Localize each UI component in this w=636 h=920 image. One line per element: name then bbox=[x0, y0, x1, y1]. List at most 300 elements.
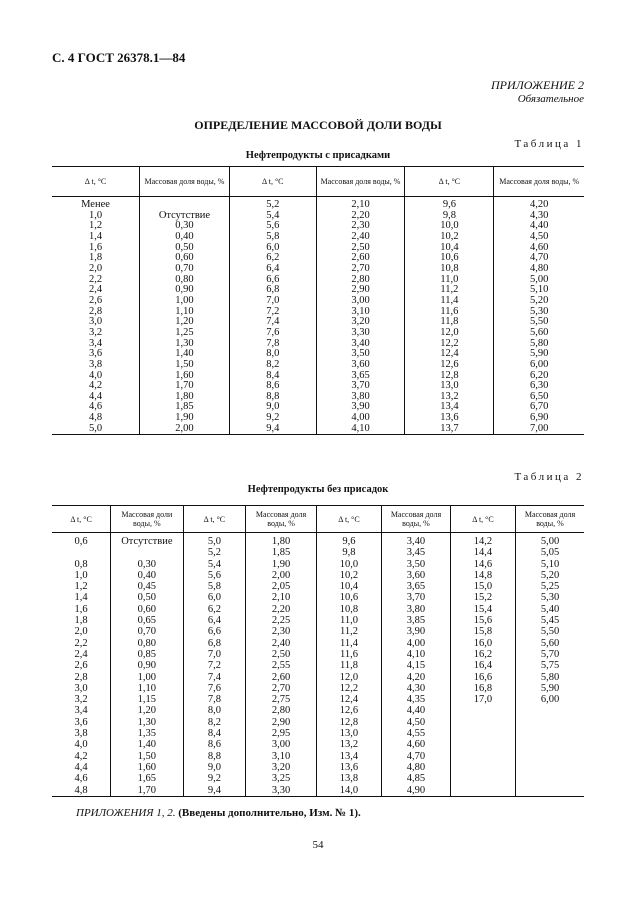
table2-cell bbox=[516, 785, 585, 797]
table1-cell: 3,90 bbox=[316, 402, 405, 413]
table2-cell: 5,2 bbox=[183, 547, 246, 558]
table2-cell: 2,6 bbox=[74, 660, 88, 672]
table-row bbox=[52, 559, 584, 570]
table1-cell: 3,80 bbox=[316, 392, 405, 403]
table1-cell: 3,30 bbox=[316, 328, 405, 339]
table2-cell bbox=[111, 547, 183, 558]
table2-cell: 0,40 bbox=[111, 570, 183, 581]
table1-cell: 1,4 bbox=[88, 230, 103, 242]
footnote-italic: ПРИЛОЖЕНИЯ 1, 2. bbox=[76, 807, 176, 819]
table1-cell: 3,00 bbox=[316, 296, 405, 307]
table1-cell: 10,2 bbox=[405, 232, 494, 243]
table1-cell: 5,90 bbox=[494, 349, 584, 360]
table2-cell: 4,80 bbox=[382, 762, 451, 773]
table1-cell: 0,30 bbox=[140, 221, 230, 232]
table2-cell: 2,90 bbox=[246, 717, 317, 728]
table1-cell: 5,80 bbox=[494, 339, 584, 350]
table-row bbox=[52, 785, 584, 797]
table2-cell: 2,40 bbox=[246, 638, 317, 649]
table-row bbox=[52, 296, 584, 307]
table1-cell: 9,4 bbox=[229, 424, 316, 435]
table2-body bbox=[52, 533, 584, 797]
table2-cell: 9,0 bbox=[183, 762, 246, 773]
table1-cell: 13,0 bbox=[405, 381, 494, 392]
table1-cell: 5,10 bbox=[494, 285, 584, 296]
table2-cell bbox=[450, 717, 515, 728]
table2-cell bbox=[450, 728, 515, 739]
table2-cell: 2,95 bbox=[246, 728, 317, 739]
table-row bbox=[52, 581, 584, 592]
table2-cell bbox=[450, 751, 515, 762]
table2-cell: 14,4 bbox=[450, 547, 515, 558]
table2-subtitle: Нефтепродукты без присадок bbox=[247, 484, 389, 495]
table2-cell: 2,30 bbox=[246, 626, 317, 637]
table1-cell: 3,50 bbox=[316, 349, 405, 360]
table2-cell: 1,6 bbox=[74, 603, 88, 615]
table2-cell: 5,40 bbox=[516, 604, 585, 615]
table-row bbox=[52, 694, 584, 705]
table2-cell bbox=[52, 547, 111, 558]
table-row bbox=[52, 592, 584, 603]
table1-cell: 3,8 bbox=[88, 358, 103, 370]
table2-cell: 3,10 bbox=[246, 751, 317, 762]
table1-cell: 13,4 bbox=[405, 402, 494, 413]
table-row bbox=[52, 371, 584, 382]
table-row bbox=[52, 253, 584, 264]
table1-cell: 13,7 bbox=[405, 424, 494, 435]
table2-cell bbox=[450, 773, 515, 784]
table2-cell: 4,55 bbox=[382, 728, 451, 739]
table2-cell: 11,2 bbox=[316, 626, 381, 637]
table1-cell: 1,25 bbox=[140, 328, 230, 339]
table2-cell: 8,0 bbox=[183, 705, 246, 716]
table1-cell: 3,65 bbox=[316, 371, 405, 382]
table1-cell: 6,8 bbox=[229, 285, 316, 296]
table1-cell: 1,20 bbox=[140, 317, 230, 328]
table1-cell: 3,0 bbox=[88, 316, 103, 328]
table2-cell: 11,6 bbox=[316, 649, 381, 660]
table1-cell: 6,4 bbox=[229, 264, 316, 275]
table1-cell: 4,0 bbox=[88, 369, 103, 381]
table2-cell: 2,10 bbox=[246, 592, 317, 603]
table-row bbox=[52, 360, 584, 371]
table2-cell: 14,6 bbox=[450, 559, 515, 570]
table1-cell: 4,4 bbox=[88, 390, 103, 402]
table2-cell: 12,0 bbox=[316, 672, 381, 683]
table2-cell: 12,6 bbox=[316, 705, 381, 716]
table2-cell: 15,0 bbox=[450, 581, 515, 592]
table2-cell: 13,8 bbox=[316, 773, 381, 784]
table-row bbox=[52, 739, 584, 750]
table1-cell: 6,90 bbox=[494, 413, 584, 424]
table2-cell: 6,8 bbox=[183, 638, 246, 649]
table1-cell: 7,6 bbox=[229, 328, 316, 339]
table2-cell: 3,60 bbox=[382, 570, 451, 581]
table1-cell: 4,20 bbox=[494, 200, 584, 211]
table2-cell: 4,4 bbox=[74, 761, 88, 773]
table1-cell: 9,2 bbox=[229, 413, 316, 424]
table2-cell: 6,2 bbox=[183, 604, 246, 615]
table1-cell: 1,80 bbox=[140, 392, 230, 403]
table2-cell: 4,2 bbox=[74, 750, 88, 762]
table2-cell: 12,8 bbox=[316, 717, 381, 728]
table1-cell: 13,2 bbox=[405, 392, 494, 403]
table2-cell: 3,30 bbox=[246, 785, 317, 797]
table2-cell bbox=[516, 773, 585, 784]
table1-cell: 3,2 bbox=[88, 326, 103, 338]
table2-cell: 1,70 bbox=[111, 785, 183, 797]
table1-cell: 1,30 bbox=[140, 339, 230, 350]
table1-cell: 4,10 bbox=[316, 424, 405, 435]
table2-cell: 5,25 bbox=[516, 581, 585, 592]
table2-cell: 3,80 bbox=[382, 604, 451, 615]
table1-cell: 2,50 bbox=[316, 243, 405, 254]
table2-cell: 3,25 bbox=[246, 773, 317, 784]
table1-caption: Таблица 1 bbox=[514, 138, 584, 150]
table1-cell: 6,50 bbox=[494, 392, 584, 403]
table2-cell: 5,4 bbox=[183, 559, 246, 570]
table2-cell: 1,15 bbox=[111, 694, 183, 705]
table2-cell: 0,65 bbox=[111, 615, 183, 626]
table1-cell: 6,0 bbox=[229, 243, 316, 254]
table1-cell: 9,6 bbox=[405, 200, 494, 211]
table2-cell: 14,0 bbox=[316, 785, 381, 797]
table2-cell: 2,8 bbox=[74, 671, 88, 683]
table1-header-2: Δ t, °C bbox=[229, 167, 316, 197]
table2-cell: 13,2 bbox=[316, 739, 381, 750]
table2-cell: 3,0 bbox=[74, 682, 88, 694]
table2-cell: 4,85 bbox=[382, 773, 451, 784]
table1-cell: 2,8 bbox=[88, 305, 103, 317]
table2-cell bbox=[450, 739, 515, 750]
table2-cell: 4,6 bbox=[74, 773, 88, 785]
table2-cell: 6,0 bbox=[183, 592, 246, 603]
table2-cell: 5,60 bbox=[516, 638, 585, 649]
table2-cell: 5,0 bbox=[183, 536, 246, 547]
table1-cell: 5,6 bbox=[229, 221, 316, 232]
table1-cell: 10,6 bbox=[405, 253, 494, 264]
table1-subtitle: Нефтепродукты с присадками bbox=[245, 150, 391, 161]
table2-cell: 11,8 bbox=[316, 660, 381, 671]
table2-cell: 16,4 bbox=[450, 660, 515, 671]
table2-cell: 7,8 bbox=[183, 694, 246, 705]
table2-cell bbox=[516, 705, 585, 716]
table2-header-4: Δ t, °C bbox=[316, 506, 381, 533]
table2-cell: 12,2 bbox=[316, 683, 381, 694]
table2-cell: 9,8 bbox=[316, 547, 381, 558]
table-row bbox=[52, 547, 584, 558]
table1-cell: 5,0 bbox=[52, 424, 140, 435]
table2-cell: 1,80 bbox=[246, 536, 317, 547]
table1-cell: 3,60 bbox=[316, 360, 405, 371]
table2-header-2: Δ t, °C bbox=[183, 506, 246, 533]
table2-cell: 3,4 bbox=[74, 705, 88, 717]
table1-cell: 8,8 bbox=[229, 392, 316, 403]
table-row bbox=[52, 285, 584, 296]
table-row bbox=[52, 211, 584, 222]
table2-cell: 10,6 bbox=[316, 592, 381, 603]
table1-cell: 5,50 bbox=[494, 317, 584, 328]
table2-cell: 10,2 bbox=[316, 570, 381, 581]
table1-cell: 1,50 bbox=[140, 360, 230, 371]
table2-cell: 9,2 bbox=[183, 773, 246, 784]
table1-cell: 2,00 bbox=[140, 424, 230, 435]
table2-cell: 4,20 bbox=[382, 672, 451, 683]
table1-cell: 11,0 bbox=[405, 275, 494, 286]
table2-cell: 16,2 bbox=[450, 649, 515, 660]
table-row bbox=[52, 638, 584, 649]
table-row bbox=[52, 275, 584, 286]
table2-cell: 4,10 bbox=[382, 649, 451, 660]
table1-cell: 12,4 bbox=[405, 349, 494, 360]
table2-cell: 2,75 bbox=[246, 694, 317, 705]
table1-header-3: Массовая доля воды, % bbox=[316, 167, 405, 197]
table-row bbox=[52, 307, 584, 318]
table1-cell: 6,30 bbox=[494, 381, 584, 392]
table1-cell: Менее bbox=[81, 199, 110, 210]
table1-cell: 9,8 bbox=[405, 211, 494, 222]
table1-cell: 0,70 bbox=[140, 264, 230, 275]
table2-cell: 4,15 bbox=[382, 660, 451, 671]
table1-cell: 4,50 bbox=[494, 232, 584, 243]
table2-cell: 5,45 bbox=[516, 615, 585, 626]
table2-cell: 2,20 bbox=[246, 604, 317, 615]
table2-cell: 3,70 bbox=[382, 592, 451, 603]
table2-cell: 0,60 bbox=[111, 604, 183, 615]
table-row bbox=[52, 773, 584, 784]
table2-cell: 3,50 bbox=[382, 559, 451, 570]
table2-cell: 7,6 bbox=[183, 683, 246, 694]
table2-cell: 3,65 bbox=[382, 581, 451, 592]
table1-cell: 8,6 bbox=[229, 381, 316, 392]
table2-header-5: Массовая доля воды, % bbox=[382, 506, 451, 533]
table1-cell: 1,70 bbox=[140, 381, 230, 392]
table2-cell bbox=[450, 785, 515, 797]
table1-header-row bbox=[52, 167, 584, 197]
table1-cell: 8,4 bbox=[229, 371, 316, 382]
table2 bbox=[52, 505, 584, 797]
table2-cell: Отсутствие bbox=[111, 536, 183, 547]
table1-header-0: Δ t, °C bbox=[52, 167, 140, 197]
table1-cell: 2,40 bbox=[316, 232, 405, 243]
table-row bbox=[52, 705, 584, 716]
table2-cell: 8,6 bbox=[183, 739, 246, 750]
table2-cell: 3,45 bbox=[382, 547, 451, 558]
table-row bbox=[52, 536, 584, 547]
table1-cell: 2,70 bbox=[316, 264, 405, 275]
table2-cell: 16,0 bbox=[450, 638, 515, 649]
table1-cell: 8,0 bbox=[229, 349, 316, 360]
table2-cell: 5,80 bbox=[516, 672, 585, 683]
table2-cell: 1,65 bbox=[111, 773, 183, 784]
table2-cell: 0,8 bbox=[74, 558, 88, 570]
table2-cell: 5,10 bbox=[516, 559, 585, 570]
table2-cell: 3,90 bbox=[382, 626, 451, 637]
table2-cell: 1,60 bbox=[111, 762, 183, 773]
table1-cell: 1,85 bbox=[140, 402, 230, 413]
table1-cell: 11,8 bbox=[405, 317, 494, 328]
table2-cell: 7,0 bbox=[183, 649, 246, 660]
table2-cell: 10,0 bbox=[316, 559, 381, 570]
table2-cell bbox=[516, 762, 585, 773]
table2-cell: 0,70 bbox=[111, 626, 183, 637]
table1 bbox=[52, 166, 584, 435]
table2-cell: 0,90 bbox=[111, 660, 183, 671]
table2-cell: 4,90 bbox=[382, 785, 451, 797]
table2-cell: 9,4 bbox=[183, 785, 246, 797]
table2-cell: 1,85 bbox=[246, 547, 317, 558]
table2-cell: 5,8 bbox=[183, 581, 246, 592]
table2-cell: 2,2 bbox=[74, 637, 88, 649]
table-row bbox=[52, 570, 584, 581]
table2-cell: 6,6 bbox=[183, 626, 246, 637]
table-row bbox=[52, 751, 584, 762]
table1-cell: 4,80 bbox=[494, 264, 584, 275]
table1-cell: 2,90 bbox=[316, 285, 405, 296]
table1-cell: 12,2 bbox=[405, 339, 494, 350]
table1-cell: Отсутствие bbox=[140, 211, 230, 222]
table1-cell: 7,4 bbox=[229, 317, 316, 328]
table-row bbox=[52, 683, 584, 694]
table1-cell: 3,20 bbox=[316, 317, 405, 328]
table-row bbox=[52, 264, 584, 275]
footnote bbox=[76, 807, 361, 819]
table2-cell: 11,4 bbox=[316, 638, 381, 649]
table1-cell: 0,80 bbox=[140, 275, 230, 286]
table1-cell: 4,2 bbox=[88, 380, 103, 392]
table2-cell: 7,4 bbox=[183, 672, 246, 683]
table2-cell: 1,8 bbox=[74, 615, 88, 627]
table1-cell: 6,00 bbox=[494, 360, 584, 371]
table-row bbox=[52, 604, 584, 615]
table-row bbox=[52, 381, 584, 392]
table2-cell: 1,35 bbox=[111, 728, 183, 739]
table1-cell: 6,70 bbox=[494, 402, 584, 413]
table2-header-7: Массовая доля воды, % bbox=[516, 506, 585, 533]
table2-cell: 1,40 bbox=[111, 739, 183, 750]
table2-cell: 5,75 bbox=[516, 660, 585, 671]
table2-cell bbox=[450, 705, 515, 716]
table2-cell: 15,2 bbox=[450, 592, 515, 603]
table1-cell: 9,0 bbox=[229, 402, 316, 413]
table2-cell: 4,30 bbox=[382, 683, 451, 694]
table2-cell: 17,0 bbox=[450, 694, 515, 705]
page-header: С. 4 ГОСТ 26378.1—84 bbox=[52, 50, 186, 65]
table2-cell: 4,8 bbox=[52, 785, 111, 797]
table1-cell: 3,6 bbox=[88, 348, 103, 360]
table-row bbox=[52, 232, 584, 243]
table2-cell: 1,2 bbox=[74, 581, 88, 593]
table2-header-3: Массовая доля воды, % bbox=[246, 506, 317, 533]
table2-header-0: Δ t, °C bbox=[52, 506, 111, 533]
table2-cell: 10,4 bbox=[316, 581, 381, 592]
table2-cell: 12,4 bbox=[316, 694, 381, 705]
table2-cell: 1,4 bbox=[74, 592, 88, 604]
table2-cell: 4,00 bbox=[382, 638, 451, 649]
table2-header-6: Δ t, °C bbox=[450, 506, 515, 533]
table2-cell: 2,4 bbox=[74, 648, 88, 660]
table2-cell: 13,6 bbox=[316, 762, 381, 773]
table1-cell: 10,0 bbox=[405, 221, 494, 232]
table1-cell: 2,60 bbox=[316, 253, 405, 264]
table2-cell: 8,4 bbox=[183, 728, 246, 739]
table-row bbox=[52, 660, 584, 671]
table-row bbox=[52, 717, 584, 728]
table1-cell: 4,60 bbox=[494, 243, 584, 254]
table1-cell: 8,2 bbox=[229, 360, 316, 371]
table1-body bbox=[52, 197, 584, 435]
table1-cell: 3,70 bbox=[316, 381, 405, 392]
table2-cell: 3,6 bbox=[74, 716, 88, 728]
table2-cell bbox=[516, 751, 585, 762]
table1-cell: 5,60 bbox=[494, 328, 584, 339]
table1-cell: 1,60 bbox=[140, 371, 230, 382]
table1-cell: 13,6 bbox=[405, 413, 494, 424]
table2-cell: 2,50 bbox=[246, 649, 317, 660]
table2-cell: 0,50 bbox=[111, 592, 183, 603]
table2-cell: 1,00 bbox=[111, 672, 183, 683]
table1-cell: 2,10 bbox=[316, 200, 405, 211]
table1-cell: 2,4 bbox=[88, 284, 103, 296]
table2-cell: 3,40 bbox=[382, 536, 451, 547]
table1-cell: 2,0 bbox=[88, 262, 103, 274]
table1-cell: 10,4 bbox=[405, 243, 494, 254]
table2-cell bbox=[516, 739, 585, 750]
table2-cell: 4,0 bbox=[74, 739, 88, 751]
table1-cell: 5,4 bbox=[229, 211, 316, 222]
table2-cell: 0,6 bbox=[74, 536, 88, 547]
table2-cell: 5,00 bbox=[516, 536, 585, 547]
table2-cell: 10,8 bbox=[316, 604, 381, 615]
table-row bbox=[52, 392, 584, 403]
table1-cell: 11,4 bbox=[405, 296, 494, 307]
table2-cell: 8,2 bbox=[183, 717, 246, 728]
table1-cell: 11,6 bbox=[405, 307, 494, 318]
table1-cell: 2,30 bbox=[316, 221, 405, 232]
table1-header-1: Массовая доля воды, % bbox=[140, 167, 230, 197]
table-row bbox=[52, 626, 584, 637]
table1-cell: 6,6 bbox=[229, 275, 316, 286]
table1-cell: 10,8 bbox=[405, 264, 494, 275]
table1-cell: 1,90 bbox=[140, 413, 230, 424]
table1-cell: 2,6 bbox=[88, 294, 103, 306]
table2-cell: 5,20 bbox=[516, 570, 585, 581]
table2-cell: 2,00 bbox=[246, 570, 317, 581]
table2-cell: 2,70 bbox=[246, 683, 317, 694]
table2-cell: 15,8 bbox=[450, 626, 515, 637]
table2-cell: 2,25 bbox=[246, 615, 317, 626]
table2-cell: 5,05 bbox=[516, 547, 585, 558]
table-row bbox=[52, 649, 584, 660]
table1-cell: 4,70 bbox=[494, 253, 584, 264]
table1-cell: 5,8 bbox=[229, 232, 316, 243]
table2-cell: 4,50 bbox=[382, 717, 451, 728]
table-row bbox=[52, 317, 584, 328]
table1-cell: 1,0 bbox=[88, 209, 103, 221]
table2-cell bbox=[450, 762, 515, 773]
table-row bbox=[52, 402, 584, 413]
table2-cell: 6,00 bbox=[516, 694, 585, 705]
table1-cell: 5,20 bbox=[494, 296, 584, 307]
table2-cell: 15,6 bbox=[450, 615, 515, 626]
table1-cell: 5,30 bbox=[494, 307, 584, 318]
table2-cell: 1,50 bbox=[111, 751, 183, 762]
table1-cell: 3,4 bbox=[88, 337, 103, 349]
table2-cell: 8,8 bbox=[183, 751, 246, 762]
table2-cell: 2,0 bbox=[74, 626, 88, 638]
table2-cell: 4,70 bbox=[382, 751, 451, 762]
table2-cell: 15,4 bbox=[450, 604, 515, 615]
